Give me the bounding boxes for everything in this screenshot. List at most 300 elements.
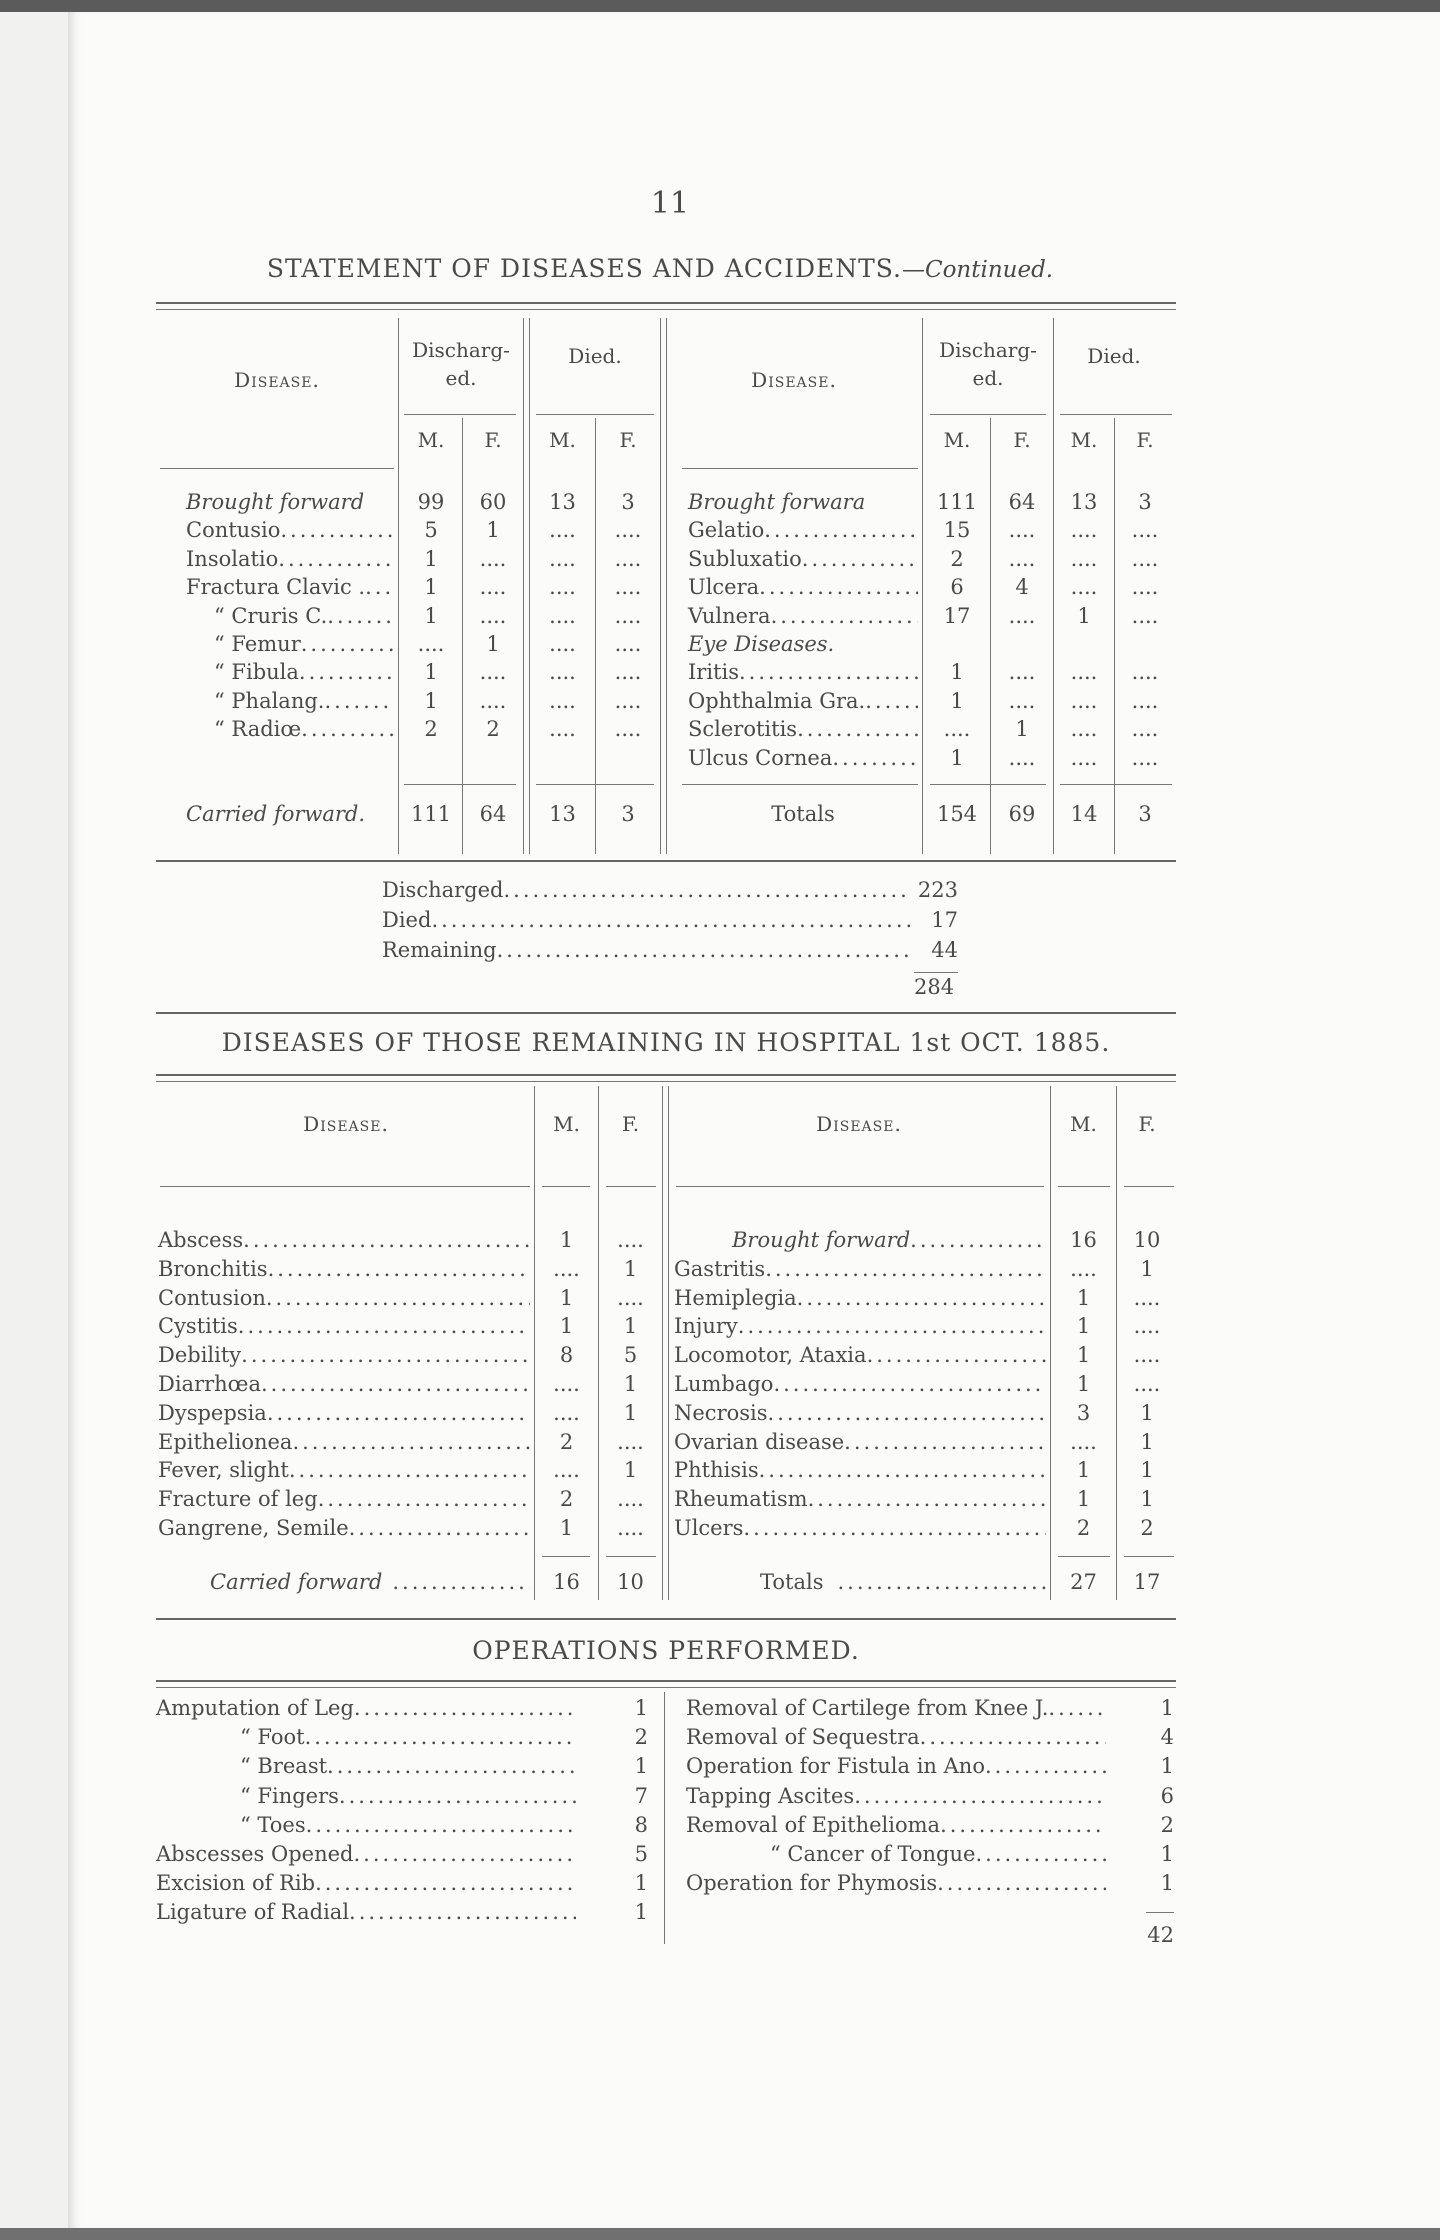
discharged-f: 1 [1015,717,1029,742]
discharged-m: 2 [424,717,438,742]
dot-leader [797,1284,1046,1312]
female-count: 5 [623,1343,638,1368]
died-f: .... [614,717,642,742]
table1-row [0,602,1440,630]
table2-total-label [760,1568,1046,1596]
table1-row-label-text: Vulnera [688,603,771,628]
operation-row [0,1752,1440,1780]
died-f: .... [1131,575,1159,600]
died-f: 3 [1138,490,1152,514]
table1-sub-rule [930,414,1046,415]
table2-row-label-text: Gastritis [674,1256,766,1281]
operation-label-text: Operation for Fistula in Ano [686,1754,985,1779]
dot-leader [940,1811,1106,1839]
operation-label-text: Removal of Cartilege from Knee J. [686,1696,1049,1720]
summary-label [382,936,910,964]
table1-total-rule [682,784,918,785]
table2-row-label-text: Lumbago [674,1372,774,1396]
operation-label [156,1898,576,1926]
table2-row [0,1485,1440,1513]
died-f: .... [1131,518,1159,543]
page-title-continued: —Continued. [901,257,1054,283]
dot-leader [771,602,918,630]
section2-top-rule [156,1012,1176,1014]
table2-header-disease-right: Disease. [816,1112,902,1136]
dot-leader [975,1840,1106,1868]
table1-header-m: M. [1070,428,1098,452]
table1-row [0,516,1440,544]
page-number: 11 [650,186,690,221]
total-died-f: 3 [621,802,635,826]
discharged-m: 1 [950,688,964,713]
table1-row-label-text: “ Phalang. [214,688,325,713]
table2-total-label-text: Totals [760,1570,824,1594]
male-count: 1 [1076,1372,1091,1396]
operation-label [686,1782,1106,1810]
table1-sub-rule [404,414,516,415]
total-female: 10 [617,1570,644,1594]
died-f: 3 [621,490,635,514]
female-count: .... [1133,1372,1161,1396]
dot-leader [764,516,918,544]
table1-bottom-rule [156,860,1176,862]
scan-border-top [0,0,1440,12]
table1-row-label-text: “ Cruris C. [214,603,328,628]
operation-row [0,1869,1440,1897]
discharged-f: 64 [1008,490,1036,514]
table2-header-rule [1058,1186,1110,1187]
male-count: 3 [1076,1400,1091,1425]
male-count: 2 [559,1487,574,1512]
table1-header-disease-right: Disease. [751,368,837,392]
table2-total-label-text: Carried forward [210,1570,383,1594]
table1-header-discharged-text: Discharg-ed. [412,338,510,390]
dot-leader [832,744,918,772]
section3-title: OPERATIONS PERFORMED. [472,1636,860,1665]
table2-row-label-text: Phthisis [674,1458,759,1483]
died-f: .... [1131,717,1159,742]
table2-row [0,1284,1440,1312]
died-f: .... [614,603,642,628]
table1-row [0,488,1440,516]
died-m: .... [549,688,576,713]
male-count: .... [553,1458,580,1483]
died-f: .... [614,660,642,685]
table2-header-disease-left: Disease. [303,1112,389,1136]
discharged-f: .... [1008,603,1036,628]
died-m: .... [1070,546,1098,571]
female-count: 1 [623,1400,638,1425]
male-count: 1 [559,1516,574,1540]
discharged-m: .... [943,717,971,742]
table2-bottom-rule [156,1618,1176,1620]
died-m: .... [549,518,576,543]
table2-row [0,1456,1440,1484]
table1-header-rule [160,468,394,469]
table2-row-label [674,1514,1046,1542]
male-count: 16 [1070,1228,1097,1252]
table1-header-m: M. [943,428,971,452]
table2-row-label-text: Injury [674,1314,738,1339]
table1-row [0,545,1440,573]
table2-top-rule-2 [156,1081,1176,1082]
died-m: .... [1070,575,1098,600]
summary-row [0,906,1440,934]
dot-leader [837,1568,1046,1596]
dot-leader [985,1752,1106,1780]
dot-leader [497,936,910,964]
discharged-f: 2 [486,717,500,742]
female-count: .... [1133,1314,1161,1339]
dot-leader [759,573,918,601]
table2-row [0,1255,1440,1283]
male-count: 1 [1076,1285,1091,1310]
table2-header-rule [1124,1186,1174,1187]
table2-row-label-text: Fracture of leg [158,1487,318,1512]
operation-count: 1 [634,1871,648,1896]
discharged-m: 1 [950,660,964,685]
discharged-f: .... [479,688,507,713]
table1-header-f: F. [1013,428,1031,452]
table1-row-label-text: Eye Diseases. [688,632,835,656]
died-f: .... [1131,603,1159,628]
dot-leader [504,876,911,904]
table1-row-label-text: Insolatio [186,546,279,571]
operation-row [0,1723,1440,1751]
operation-count: 7 [634,1783,648,1808]
discharged-m: 1 [424,603,438,628]
table1-row-label-text: Fractura Clavic . [186,575,366,600]
table2-row-label-text: Necrosis [674,1400,768,1425]
scan-border-bottom [0,2228,1440,2240]
operation-label-text: “ Fingers [240,1783,339,1808]
discharged-f: .... [1008,745,1036,770]
table1-row-label [688,602,918,630]
died-f: .... [1131,745,1159,770]
table2-row-label-text: Ulcers [674,1516,744,1540]
dot-leader [920,1723,1106,1751]
died-m: 1 [1077,603,1091,628]
table1-header-m: M. [417,428,445,452]
operation-label-text: “ Breast [240,1754,328,1779]
died-m: .... [549,603,576,628]
female-count: 2 [1140,1516,1154,1540]
operations-total-rule [1146,1912,1174,1913]
operation-label-text: Tapping Ascites [686,1783,855,1808]
died-m: .... [1070,518,1098,543]
table1-row-label-text: Sclerotitis [688,717,798,742]
died-m: .... [549,632,576,656]
table1-row [0,744,1440,772]
male-count: 1 [1076,1487,1091,1512]
section2-title: DISEASES OF THOSE REMAINING IN HOSPITAL 1st OCT. 1885. [221,1028,1111,1057]
table1-row-label-text: Contusio [186,518,281,543]
dot-leader [431,906,910,934]
discharged-f: .... [1008,688,1036,713]
discharged-f: .... [479,575,507,600]
table1-row-label-text: “ Radiœ [214,717,302,742]
table2-header-rule [606,1186,656,1187]
table2-row-label-text: Cystitis [158,1314,238,1339]
male-count: .... [553,1400,580,1425]
discharged-m: 111 [936,490,978,514]
summary-label-text: Discharged [382,878,504,902]
table2-row-label-text: Ovarian disease [674,1429,845,1454]
operation-count: 1 [1160,1871,1174,1896]
table2-row [0,1341,1440,1369]
table2-header-rule [160,1186,530,1187]
table1-row-label-text: Ulcera [688,575,760,600]
table1-header-discharged-text: Discharg-ed. [939,338,1037,390]
summary-label [382,876,910,904]
table1-row-label [688,545,918,573]
operation-label-text: Removal of Epithelioma [686,1812,941,1837]
table2-row-label [674,1284,1046,1312]
table1-row [0,715,1440,743]
table1-row-label-text: Ophthalmia Gra. [688,688,866,713]
operation-label [686,1840,1106,1868]
discharged-m: 1 [424,575,438,600]
male-count: 1 [1076,1314,1091,1339]
table2-total-rule [606,1556,656,1557]
table1-row-label-text: Brought forwara [688,490,866,514]
died-m: .... [1070,745,1098,770]
operation-count: 1 [634,1900,648,1925]
female-count: 1 [623,1256,638,1281]
table1-total-rule [1060,784,1172,785]
table2-row [0,1226,1440,1254]
table1-header-discharged-left [400,336,522,392]
died-f: .... [614,546,642,571]
died-f: .... [614,632,642,656]
table2-row-label-text: Locomotor, Ataxia [674,1343,867,1368]
discharged-f: 60 [479,490,507,514]
total-male: 27 [1070,1570,1097,1594]
table2-total-rule [542,1556,590,1557]
table1-header-f: F. [484,428,502,452]
operation-label-text: “ Foot [240,1725,305,1750]
table2-top-rule [156,1074,1176,1076]
table1-row-label [688,573,918,601]
died-f: .... [614,518,642,543]
female-count: 1 [623,1458,638,1483]
summary-label-text: Remaining [382,938,497,962]
table2-row-label-text: Abscess [158,1228,244,1252]
died-m: 13 [549,490,576,514]
operations-total: 42 [1147,1923,1174,1947]
table1-total-row [0,800,1440,828]
male-count: 2 [559,1429,574,1454]
table2-header-m-right: M. [1070,1112,1097,1136]
table1-header-discharged-right [924,336,1052,392]
male-count: 8 [559,1343,574,1368]
female-count: .... [1133,1343,1161,1368]
operation-count: 2 [634,1725,648,1750]
dot-leader [759,1456,1046,1484]
table1-row [0,658,1440,686]
table2-row-label-text: Contusion [158,1285,266,1310]
male-count: 1 [559,1285,574,1310]
dot-leader [808,1485,1046,1513]
table2-row [0,1514,1440,1542]
total-discharged-f: 64 [479,802,507,826]
table1-row-label [688,658,918,686]
operation-count: 1 [634,1696,648,1720]
table1-row-label-text: Ulcus Cornea [688,745,833,770]
table2-row-label-text: Bronchitis [158,1256,268,1281]
operation-label [686,1811,1106,1839]
male-count: 1 [559,1314,574,1339]
died-f: .... [614,575,642,600]
summary-row [0,876,1440,904]
operation-count: 1 [1160,1842,1174,1866]
table2-row-label [674,1255,1046,1283]
table2-header-f-left: F. [621,1112,640,1136]
operation-count: 5 [634,1842,648,1866]
total-died-m: 13 [549,802,576,826]
female-count: .... [1133,1285,1161,1310]
operations-top-rule-2 [156,1687,1176,1688]
table2-row-label [674,1341,1046,1369]
table1-row-label [688,488,918,516]
table2-row-label [674,1399,1046,1427]
died-m: .... [549,575,576,600]
table1-total-rule [536,784,654,785]
male-count: 1 [1076,1343,1091,1368]
table2-row-label [674,1485,1046,1513]
operation-label [686,1869,1106,1897]
operation-label-text: “ Toes [240,1812,306,1837]
summary-value: 223 [917,878,958,902]
dot-leader [738,1312,1046,1340]
table2-row-label [674,1226,1046,1254]
dot-leader [773,1370,1046,1398]
died-m: .... [549,660,576,685]
dot-leader [797,715,918,743]
discharged-m: 1 [424,688,438,713]
discharged-m: 15 [943,518,971,543]
total-discharged-f: 69 [1008,802,1036,826]
discharged-f: .... [1008,518,1036,543]
page-title-main: STATEMENT OF DISEASES AND ACCIDENTS. [266,254,902,283]
dot-leader [802,545,918,573]
table2-row-label-text: Fever, slight [158,1458,289,1483]
female-count: .... [617,1429,644,1454]
table1-total-rule [404,784,516,785]
table1-header-f: F. [1136,428,1154,452]
operation-label-text: Removal of Sequestra [686,1725,920,1750]
operation-label [686,1694,1106,1722]
total-female: 17 [1133,1570,1161,1594]
table1-row-label-text: “ Fibula [214,660,299,685]
table1-header-m: M. [549,428,576,452]
died-m: .... [549,717,576,742]
table2-total-rule [1124,1556,1174,1557]
table1-row [0,573,1440,601]
operation-label-text: Operation for Phymosis [686,1871,938,1896]
dot-leader [765,1255,1046,1283]
summary-label-text: Died [382,908,432,932]
summary-value: 17 [931,908,958,932]
operation-label-text: Amputation of Leg [156,1696,354,1720]
died-m: .... [1070,717,1098,742]
table1-top-rule-2 [156,309,1176,310]
table1-row-label [688,630,918,658]
summary-value: 44 [931,938,958,962]
table2-header-rule [676,1186,1044,1187]
dot-leader [739,658,918,686]
table1-total-label: Carried forward. [186,802,366,826]
table2-row-label-text: Debility [158,1343,242,1368]
page-title [160,254,1160,283]
table1-row [0,687,1440,715]
discharged-f: 1 [486,632,500,656]
died-f: .... [1131,688,1159,713]
table1-row-label-text: Iritis [688,660,739,685]
table2-row [0,1428,1440,1456]
table2-row-label-text: Hemiplegia [674,1285,797,1310]
table2-row [0,1399,1440,1427]
operation-row [0,1840,1440,1868]
table1-header-f: F. [619,428,637,452]
table2-row-label-text: Rheumatism [674,1487,808,1512]
summary-label [382,906,910,934]
male-count: 1 [1076,1458,1091,1483]
dot-leader [937,1869,1106,1897]
operation-count: 1 [634,1754,648,1779]
operation-label [686,1752,1106,1780]
female-count: 1 [1140,1400,1154,1425]
table2-row [0,1370,1440,1398]
operation-label-text: Ligature of Radial [156,1900,350,1925]
operation-row [0,1782,1440,1810]
discharged-m: 5 [424,518,438,543]
operation-count: 6 [1160,1783,1174,1808]
table1-row-label-text: Gelatio [688,518,765,543]
operation-label [686,1723,1106,1751]
discharged-f: .... [479,546,507,571]
operation-label-text: Excision of Rib [156,1871,316,1896]
female-count: .... [617,1228,644,1252]
discharged-m: 1 [424,546,438,571]
dot-leader [349,1898,576,1926]
discharged-m: 1 [950,745,964,770]
operation-label-text: Abscesses Opened [156,1842,354,1866]
discharged-m: 2 [950,546,964,571]
table1-row-label [688,715,918,743]
discharged-m: .... [417,632,445,656]
table2-row-label-text: Diarrhœa [158,1372,261,1396]
female-count: 1 [1140,1256,1154,1281]
died-f: .... [1131,660,1159,685]
male-count: .... [553,1256,580,1281]
male-count: .... [1070,1429,1097,1454]
total-discharged-m: 111 [410,802,452,826]
table2-row-label-text: Brought forward [732,1228,911,1252]
summary-row [0,936,1440,964]
male-count: 1 [559,1228,574,1252]
table1-sub-rule [536,414,654,415]
died-m: .... [1070,688,1098,713]
female-count: 1 [623,1314,638,1339]
operation-count: 4 [1160,1725,1174,1750]
total-male: 16 [553,1570,580,1594]
table1-total-rule [930,784,1046,785]
female-count: .... [617,1487,644,1512]
female-count: 1 [1140,1458,1154,1483]
table2-row-label [674,1428,1046,1456]
discharged-f: .... [479,603,507,628]
